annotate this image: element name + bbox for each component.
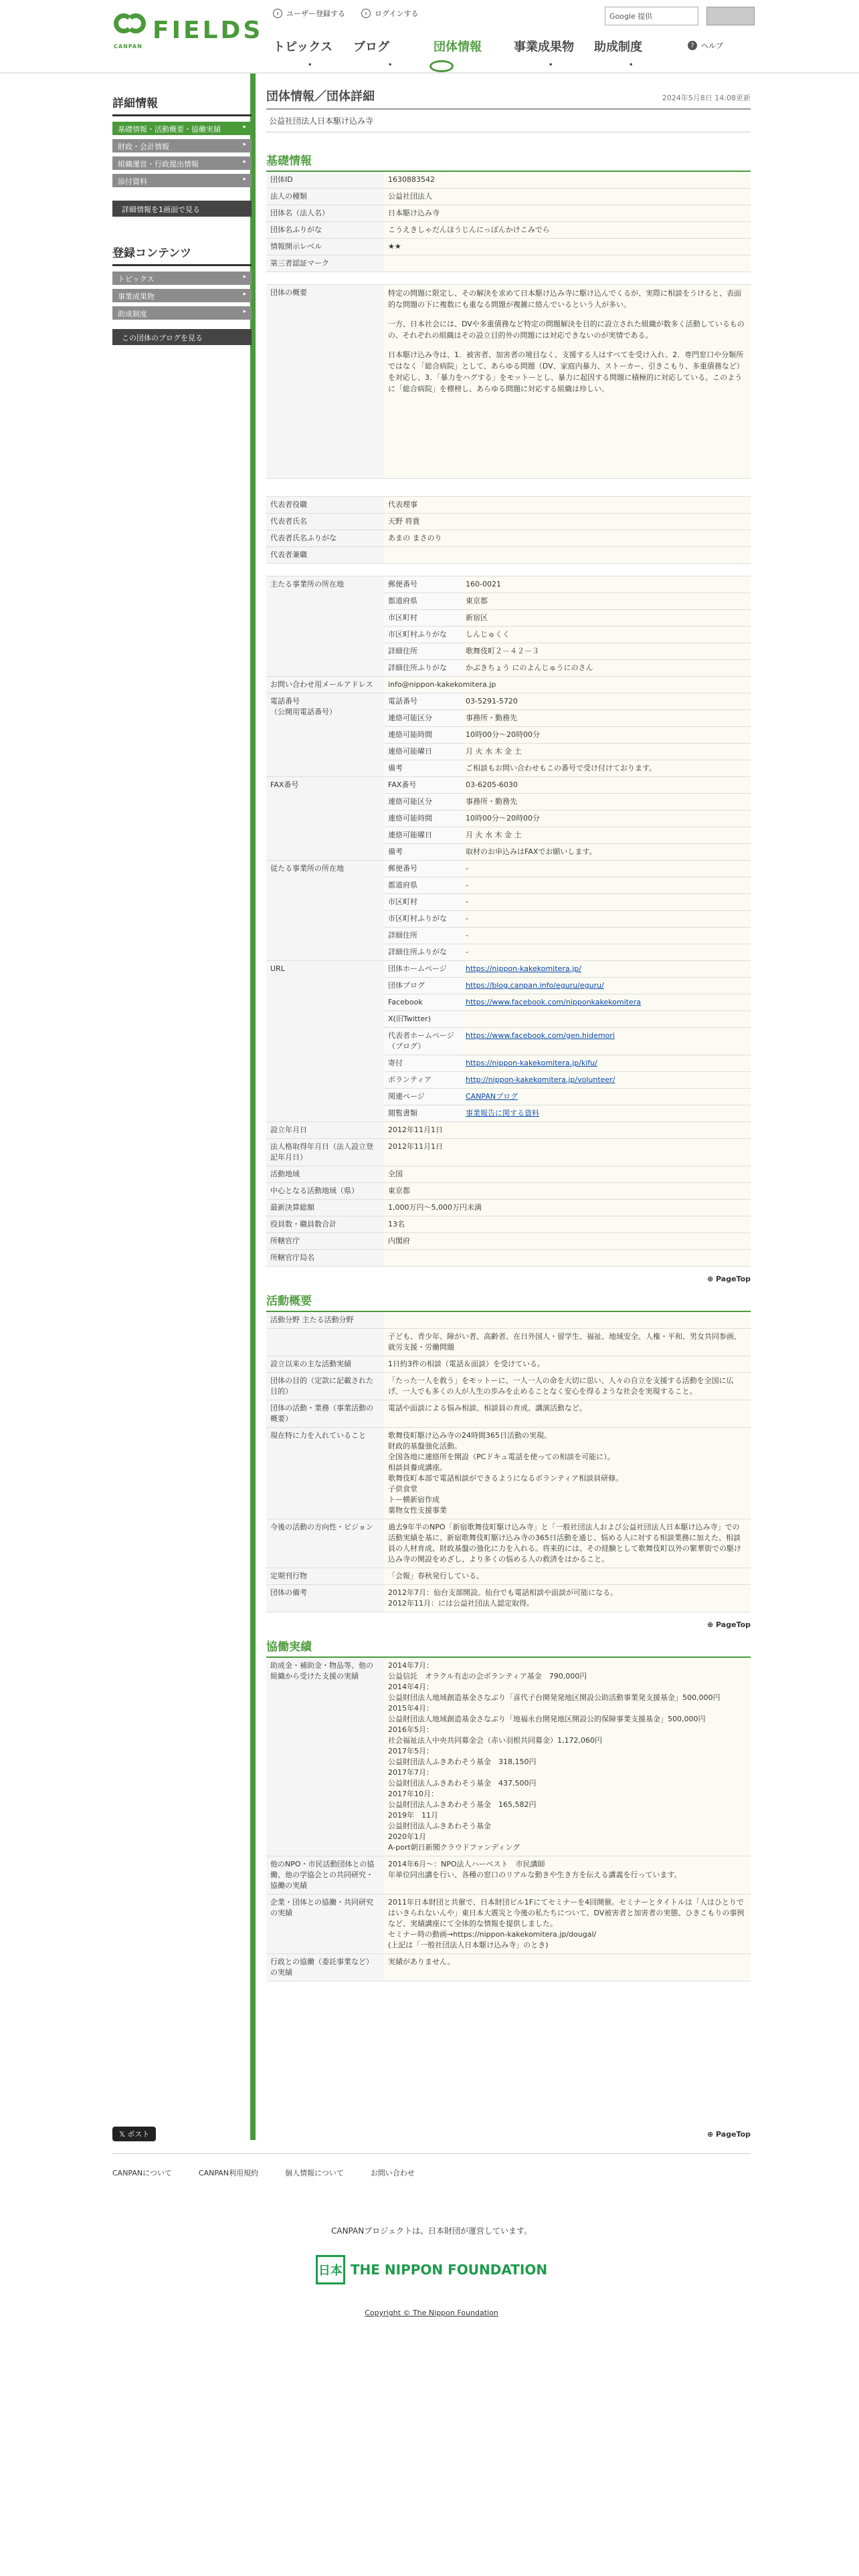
footer-link-contact[interactable]: お問い合わせ	[370, 2169, 415, 2177]
pagetop-label[interactable]: PageTop	[716, 2129, 751, 2139]
row-value: 新宿区	[462, 610, 751, 627]
row-label: 定期刊行物	[266, 1568, 384, 1585]
row-sublabel: 代表者ホームページ（ブログ）	[384, 1028, 462, 1055]
table-row	[266, 189, 751, 205]
row-value	[384, 547, 751, 564]
misc-table	[266, 1122, 751, 1267]
row-label: 設立年月日	[266, 1122, 384, 1139]
row-label: 最新決算総額	[266, 1200, 384, 1216]
row-sublabel: 寄付	[384, 1055, 462, 1072]
row-value	[384, 1312, 751, 1329]
row-value: かぶきちょう にのよんじゅうにのさん	[462, 660, 751, 677]
table-row	[266, 1373, 751, 1400]
row-value: 公益社団法人	[384, 189, 751, 205]
row-value: 2012年7月：仙台支部開設。仙台でも電話相談や面談が可能になる。 2012年11月：には公益社団法人認定取得。	[384, 1585, 751, 1612]
table-row	[266, 205, 751, 222]
table-row	[266, 961, 751, 978]
row-value: 03-5291-5720	[462, 693, 751, 710]
row-value: 代表理事	[384, 497, 751, 514]
footer-link-privacy[interactable]: 個人情報について	[285, 2169, 344, 2177]
row-label: 代表者氏名	[266, 514, 384, 530]
table-row	[266, 497, 751, 514]
operated-by: CANPANプロジェクトは、日本財団が運営しています。	[330, 2226, 533, 2236]
url-link[interactable]: https://nippon-kakekomitera.jp/kifu/	[462, 1055, 751, 1072]
row-label: 団体名ふりがな	[266, 222, 384, 239]
section-collab-title: 協働実績	[266, 1637, 751, 1658]
row-sublabel: 連絡可能区分	[384, 710, 462, 727]
row-value	[384, 1250, 751, 1267]
row-value: 「会報」春秋発行している。	[384, 1568, 751, 1585]
url-link[interactable]: https://www.facebook.com/gen.hidemori	[462, 1028, 751, 1055]
table-row	[266, 1183, 751, 1200]
arrow-up-icon: ⊕	[706, 1275, 716, 1283]
footer-links	[112, 2153, 751, 2191]
row-sublabel: 市区町村	[384, 610, 462, 627]
nav-results[interactable]	[514, 37, 594, 69]
nav-label[interactable]: 団体情報	[434, 40, 482, 54]
row-sublabel: 詳細住所	[384, 643, 462, 660]
row-value: 過去9年半のNPO「新宿歌舞伎町駆け込み寺」と「一般社団法人および公益社団法人日本駆け込み寺」での活動実績を基に、新宿歌舞伎町駆け込み寺の365日活動を通じ、悩める人に対する相談業務に加えた、相談員の人材育成、財政基盤の強化に力を入れる。将来的には、その経験として歌舞伎町以外の繁華街での駆け込み寺の開設をめざし、より多くの悩める人の救済をはかること。	[384, 1519, 751, 1568]
row-sublabel: ボランティア	[384, 1072, 462, 1089]
row-label: 企業・団体との協働・共同研究の実績	[266, 1895, 384, 1954]
url-link[interactable]: http://nippon-kakekomitera.jp/volunteer/	[462, 1072, 751, 1089]
dot-icon: •	[388, 62, 393, 69]
table-row	[266, 1585, 751, 1612]
row-sublabel: 連絡可能時間	[384, 811, 462, 827]
table-row	[266, 1329, 751, 1356]
row-value: 03-6205-6030	[462, 777, 751, 794]
table-row	[266, 777, 751, 794]
row-value: 歌舞伎町駆け込み寺の24時間365日活動の実現。 財政的基盤強化活動。 全国各地に連絡所を開設（PCドキュ電話を使っての相談を可能に）。 相談員養成講座。 歌舞伎町本部で電話相談ができるようになるボランティア相談員研修。 子供食堂 トー横新宿作成 薬物女性支援事業	[384, 1428, 751, 1519]
nippon-foundation-logo[interactable]	[112, 2255, 751, 2284]
copyright[interactable]: Copyright © The Nippon Foundation	[365, 2309, 498, 2317]
table-row	[266, 1166, 751, 1183]
row-sublabel: 郵便番号	[384, 861, 462, 877]
tweet-button[interactable]	[112, 2127, 156, 2141]
row-sublabel: 電話番号	[384, 693, 462, 710]
nippon-foundation-icon: 日本	[316, 2255, 345, 2284]
row-label: 活動分野 主たる活動分野	[266, 1312, 384, 1329]
row-sublabel: 備考	[384, 760, 462, 777]
row-label: 団体ID	[266, 172, 384, 189]
canpan-fields-logo[interactable]	[112, 11, 263, 49]
pagetop-label[interactable]: PageTop	[716, 1620, 751, 1629]
table-row	[266, 1139, 751, 1166]
row-value: 1,000万円～5,000万円未満	[384, 1200, 751, 1216]
row-value: 電話や面談による悩み相談、相談員の育成、講演活動など。	[384, 1400, 751, 1428]
nav-org-info[interactable]	[434, 37, 514, 55]
row-value: 日本駆け込み寺	[384, 205, 751, 222]
row-label: 助成金・補助金・物品等、他の組織から受けた支援の実績	[266, 1658, 384, 1856]
row-value: 東京都	[462, 593, 751, 610]
row-label: 法人格取得年月日（法人設立登記年月日）	[266, 1139, 384, 1166]
basic-info-table	[266, 172, 751, 272]
dot-icon: •	[629, 62, 634, 69]
nav-label[interactable]: 事業成果物	[514, 40, 574, 54]
footer-link-terms[interactable]: CANPAN利用規約	[198, 2169, 259, 2177]
overview-paragraph: 日本駆け込み寺は、1．被害者、加害者の境目なく、支援する人はすべてを受け入れ、2．専門窓口や分類所ではなく「総合病院」として、あらゆる問題（DV、家庭内暴力、ストーカー、引きこもり、多重債務など）を対応し、3．「暴力をハグする」をモットーとし、暴力に起因する問題に積極的に対応している。このように「総合病院」を標榜し、あらゆる問題に対応する組織は珍しい。	[388, 350, 744, 393]
login-label[interactable]: ログインする	[375, 9, 419, 18]
page-title-text: 団体情報／団体詳細	[266, 90, 375, 104]
row-label: 情報開示レベル	[266, 239, 384, 255]
rep-table	[266, 496, 751, 564]
table-row	[266, 1216, 751, 1233]
nav-label[interactable]: ブログ	[353, 40, 389, 54]
x-icon: 𝕏	[119, 2130, 128, 2139]
row-label: 今後の活動の方向性・ビジョン	[266, 1519, 384, 1568]
table-row	[266, 1856, 751, 1895]
row-label: 活動地域	[266, 1166, 384, 1183]
table-row	[266, 1250, 751, 1267]
sidebar-title-contents: 登録コンテンツ	[112, 243, 252, 266]
sidebar	[112, 94, 252, 372]
arrow-up-icon: ⊕	[706, 2129, 716, 2139]
table-row	[266, 1400, 751, 1428]
table-row	[266, 1954, 751, 1981]
row-label: 代表者兼職	[266, 547, 384, 564]
row-value: -	[462, 894, 751, 911]
overview-paragraph: 一方、日本社会には、DVや多重債務など特定の問題解決を目的に設立された組織が数多く活動しているものの、それぞれの組織はその設立目的外の問題には対応できないのが実情である。	[388, 320, 745, 340]
active-nav-marker-icon	[430, 60, 454, 72]
url-link[interactable]: https://www.facebook.com/nipponkakekomitera	[462, 994, 751, 1011]
tweet-label[interactable]: ポスト	[127, 2130, 150, 2139]
row-sublabel: Facebook	[384, 994, 462, 1011]
question-icon: ?	[688, 41, 697, 50]
row-value: 歌舞伎町２－４２－３	[462, 643, 751, 660]
row-value: 10時00分～20時00分	[462, 811, 751, 827]
row-label: 団体の活動・業務（事業活動の概要）	[266, 1400, 384, 1428]
table-row	[266, 222, 751, 239]
row-label: 団体の備考	[266, 1585, 384, 1612]
org-name: 公益社団法人日本駆け込み寺	[266, 110, 751, 132]
row-value: 内閣府	[384, 1233, 751, 1250]
row-sublabel: 団体ホームページ	[384, 961, 462, 978]
row-sublabel: 閲覧書類	[384, 1105, 462, 1122]
collab-table	[266, 1658, 751, 1981]
row-label: 所轄官庁局名	[266, 1250, 384, 1267]
row-sublabel: 市区町村	[384, 894, 462, 911]
table-row	[266, 1568, 751, 1585]
table-row	[266, 1233, 751, 1250]
url-link[interactable]: https://blog.canpan.info/eguru/eguru/	[462, 978, 751, 994]
pagetop-link[interactable]	[707, 2130, 751, 2139]
row-sublabel: 連絡可能曜日	[384, 744, 462, 760]
url-link[interactable]: 事業報告に関する資料	[462, 1105, 751, 1122]
row-sublabel: 郵便番号	[384, 576, 462, 593]
row-label: 法人の種類	[266, 189, 384, 205]
row-value: 全国	[384, 1166, 751, 1183]
row-value: -	[462, 944, 751, 961]
row-sublabel: 備考	[384, 844, 462, 861]
nav-label[interactable]: 助成制度	[594, 40, 642, 54]
sidebar-item-governance[interactable]: 組織運営・行政提出情報 ▸	[112, 156, 252, 170]
main-content	[266, 87, 751, 1981]
row-value: 事務所・勤務先	[462, 710, 751, 727]
row-label: 代表者氏名ふりがな	[266, 530, 384, 547]
canpan-logo-icon: CANPAN	[112, 11, 149, 49]
overview-table	[266, 284, 751, 479]
arrow-up-icon: ⊕	[706, 1620, 716, 1629]
row-value: 「たった一人を救う」をモットーに、一人一人の命を大切に思い、人々の自立を支援する活動を全国に広げ、一人でも多くの人が人生の歩みを止めることなく安心を得るような社会を実現すること。	[384, 1373, 751, 1400]
row-value: 10時00分～20時00分	[462, 727, 751, 744]
sidebar-item-basic[interactable]: 基礎情報・活動概要・協働実績 ▸	[112, 122, 252, 135]
group-label: FAX番号	[266, 777, 384, 861]
table-row	[266, 1200, 751, 1216]
table-row	[266, 1428, 751, 1519]
row-sublabel: X(旧Twitter)	[384, 1011, 462, 1028]
table-row	[266, 255, 751, 272]
row-label: 代表者役職	[266, 497, 384, 514]
view-all-details-button[interactable]: 詳細情報を1画面で見る	[112, 201, 252, 217]
row-value: 実績がありません。	[384, 1954, 751, 1981]
overview-paragraph: 特定の問題に限定し、その解決を求めて日本駆け込み寺に駆け込んでくるが、実際に相談をうけると、表面的な問題の下に複数にも重なる問題が複雑に絡んでいるという人が多い。	[388, 289, 741, 309]
row-value: 東京都	[384, 1183, 751, 1200]
contact-table	[266, 576, 751, 1122]
row-value: 160-0021	[462, 576, 751, 593]
group-label: 主たる事業所の所在地	[266, 576, 384, 677]
table-row	[266, 530, 751, 547]
row-value: 月 火 水 木 金 土	[462, 744, 751, 760]
search-area	[605, 7, 755, 25]
row-value: あまの まさのり	[384, 530, 751, 547]
sidebar-title-details: 詳細情報	[112, 94, 252, 116]
row-value: 事務所・勤務先	[462, 794, 751, 811]
row-label: お問い合わせ用メールアドレス	[266, 677, 384, 693]
group-label: URL	[266, 961, 384, 1122]
overview-text	[384, 285, 751, 479]
row-value: -	[462, 877, 751, 894]
pagetop-link[interactable]	[266, 1267, 751, 1291]
nav-label[interactable]: トピックス	[273, 40, 333, 54]
row-value: 1630883542	[384, 172, 751, 189]
footer-link-about[interactable]: CANPANについて	[112, 2169, 172, 2177]
row-sublabel: 詳細住所ふりがな	[384, 660, 462, 677]
sidebar-item-grants[interactable]: 助成制度 ▸	[112, 306, 252, 320]
pagetop-label[interactable]: PageTop	[716, 1275, 751, 1283]
row-label: 所轄官庁	[266, 1233, 384, 1250]
table-row	[266, 172, 751, 189]
table-row	[266, 514, 751, 530]
section-basic-title: 基礎情報	[266, 151, 751, 172]
table-row	[266, 1312, 751, 1329]
top-links	[273, 8, 418, 19]
row-sublabel: 詳細住所ふりがな	[384, 944, 462, 961]
table-row	[266, 1658, 751, 1856]
table-row	[266, 1122, 751, 1139]
content-divider	[250, 74, 256, 2140]
row-sublabel: 連絡可能区分	[384, 794, 462, 811]
nav-grants[interactable]	[594, 37, 674, 69]
row-value: 2012年11月1日	[384, 1139, 751, 1166]
help-label[interactable]: ヘルプ	[701, 41, 723, 50]
sidebar-item-finance[interactable]: 財政・会計情報 ▸	[112, 139, 252, 152]
row-value: しんじゅくく	[462, 627, 751, 643]
row-value: ★★	[384, 239, 751, 255]
row-value: 2012年11月1日	[384, 1122, 751, 1139]
row-label: 行政との協働（委託事業など）の実績	[266, 1954, 384, 1981]
dot-icon: •	[549, 62, 553, 69]
user-register-label[interactable]: ユーザー登録する	[286, 9, 345, 18]
main-nav	[273, 37, 674, 69]
arrow-icon: ›	[361, 9, 371, 18]
row-value: 天野 将貴	[384, 514, 751, 530]
row-sublabel: 都道府県	[384, 593, 462, 610]
row-value: 月 火 水 木 金 土	[462, 827, 751, 844]
row-label: 中心となる活動地域（県）	[266, 1183, 384, 1200]
view-blog-button[interactable]: この団体のブログを見る	[112, 329, 252, 345]
help-link[interactable]	[688, 40, 723, 51]
row-value: 1日約3件の相談（電話＆面談）を受けている。	[384, 1356, 751, 1373]
table-row	[266, 1895, 751, 1954]
row-sublabel: FAX番号	[384, 777, 462, 794]
row-sublabel: 都道府県	[384, 877, 462, 894]
row-value	[384, 255, 751, 272]
activity-table	[266, 1312, 751, 1612]
row-label: 現在特に力を入れていること	[266, 1428, 384, 1519]
updated-date: 2024年5月8日 14:08更新	[662, 94, 751, 102]
row-value: -	[462, 911, 751, 928]
row-value: -	[462, 928, 751, 944]
row-value: 13名	[384, 1216, 751, 1233]
table-row	[266, 239, 751, 255]
row-value: 2014年6月～：NPO法人ハーベスト 市民講師 年単位同出講を行い、各種の窓口のリアルな動きや生き方を伝える講義を行っています。	[384, 1856, 751, 1895]
login-link[interactable]	[361, 8, 418, 19]
row-label: 団体の概要	[266, 285, 384, 479]
table-row	[266, 861, 751, 877]
user-register-link[interactable]	[273, 8, 345, 19]
sidebar-item-results[interactable]: 事業成果物 ▸	[112, 289, 252, 302]
row-sublabel: 連絡可能曜日	[384, 827, 462, 844]
table-row	[266, 693, 751, 710]
arrow-icon: ›	[273, 9, 282, 18]
dot-icon: •	[308, 62, 312, 69]
table-row	[266, 547, 751, 564]
row-label: 役員数・職員数合計	[266, 1216, 384, 1233]
footer	[112, 2127, 751, 2317]
row-sublabel: 団体ブログ	[384, 978, 462, 994]
row-sublabel: 連絡可能時間	[384, 727, 462, 744]
email-value[interactable]: info@nippon-kakekomitera.jp	[384, 677, 751, 693]
row-label: 設立以来の主な活動実績	[266, 1356, 384, 1373]
search-input[interactable]: Google 提供	[605, 7, 698, 25]
table-row	[266, 1519, 751, 1568]
url-link[interactable]: https://nippon-kakekomitera.jp/	[462, 961, 751, 978]
row-value: ご相談もお問い合わせもこの番号で受け付けております。	[462, 760, 751, 777]
search-button[interactable]	[706, 7, 755, 25]
table-row	[266, 1356, 751, 1373]
sidebar-item-topics[interactable]: トピックス ▸	[112, 272, 252, 285]
page-title	[266, 87, 751, 110]
sidebar-item-attachments[interactable]: 添付資料 ▸	[112, 174, 252, 187]
group-label: 電話番号 （公開用電話番号）	[266, 693, 384, 777]
nav-topics[interactable]	[273, 37, 353, 69]
url-link[interactable]	[462, 1011, 751, 1028]
row-sublabel: 詳細住所	[384, 928, 462, 944]
row-value: 2014年7月： 公益信託 オラクル有志の会ボランティア基金 790,000円 2014年4月： 公益財団法人地域創造基金さなぶり「喜代子台開発発地区開設公助活動事業発支援基金」500,000円 2015年4月： 公益財団法人地域創造基金さなぶり「地福永台開発地区開設公的保障事業支援基金」500,000円 2016年5月： 社会福祉法人中央共同募金会（赤い羽根共同募金）1,172,060円 2017年5月： 公益財団法人ふきあわそう基金 318,150円 2017年7月： 公益財団法人ふきあわそう基金 437,500円 2017年10月： 公益財団法人ふきあわそう基金 165,582円 2019年 11月 公益財団法人ふきあわそう基金 2020年1月 A-port朝日新聞クラウドファンディング	[384, 1658, 751, 1856]
row-value: こうえきしゃだんほうじんにっぽんかけこみでら	[384, 222, 751, 239]
url-link[interactable]: CANPANブログ	[462, 1089, 751, 1105]
row-sublabel: 関連ページ	[384, 1089, 462, 1105]
row-value: 2011年日本財団と共催で、日本財団ビル1Fにてセミナーを4回開催。セミナーとタイトルは「人はひとりではいきられないんや」東日本大震災と今後の私たちについて、DV被害者と加害者の実態、ひきこもりの事例など、実績講座にて全体的な情報を提供しました。 セミナー時の動画→https://nippon-kakekomitera.jp/dougal/ (上記は「一般社団法人日本駆け込み寺」のとき)	[384, 1895, 751, 1954]
table-row	[266, 576, 751, 593]
row-sublabel: 市区町村ふりがな	[384, 911, 462, 928]
row-sublabel: 市区町村ふりがな	[384, 627, 462, 643]
pagetop-link[interactable]	[266, 1612, 751, 1637]
row-label: 団体の目的（定款に記載された目的）	[266, 1373, 384, 1400]
site-header	[0, 0, 859, 74]
row-value: -	[462, 861, 751, 877]
row-label: 他のNPO・市民活動団体との協働、他の学協会との共同研究・協働の実績	[266, 1856, 384, 1895]
logo-text: FIELDS	[153, 16, 264, 44]
row-label	[266, 1329, 384, 1356]
group-label: 従たる事業所の所在地	[266, 861, 384, 961]
nav-blog[interactable]	[353, 37, 434, 69]
row-value: 取材のお申込みはFAXでお願いします。	[462, 844, 751, 861]
row-value: 子ども、青少年、障がい者、高齢者、在日外国人・留学生、福祉、地域安全、人権・平和、男女共同参画、就労支援・労働問題	[384, 1329, 751, 1356]
nf-text: THE NIPPON FOUNDATION	[350, 2262, 548, 2278]
row-label: 第三者認証マーク	[266, 255, 384, 272]
section-activity-title: 活動概要	[266, 1291, 751, 1312]
row-label: 団体名（法人名）	[266, 205, 384, 222]
